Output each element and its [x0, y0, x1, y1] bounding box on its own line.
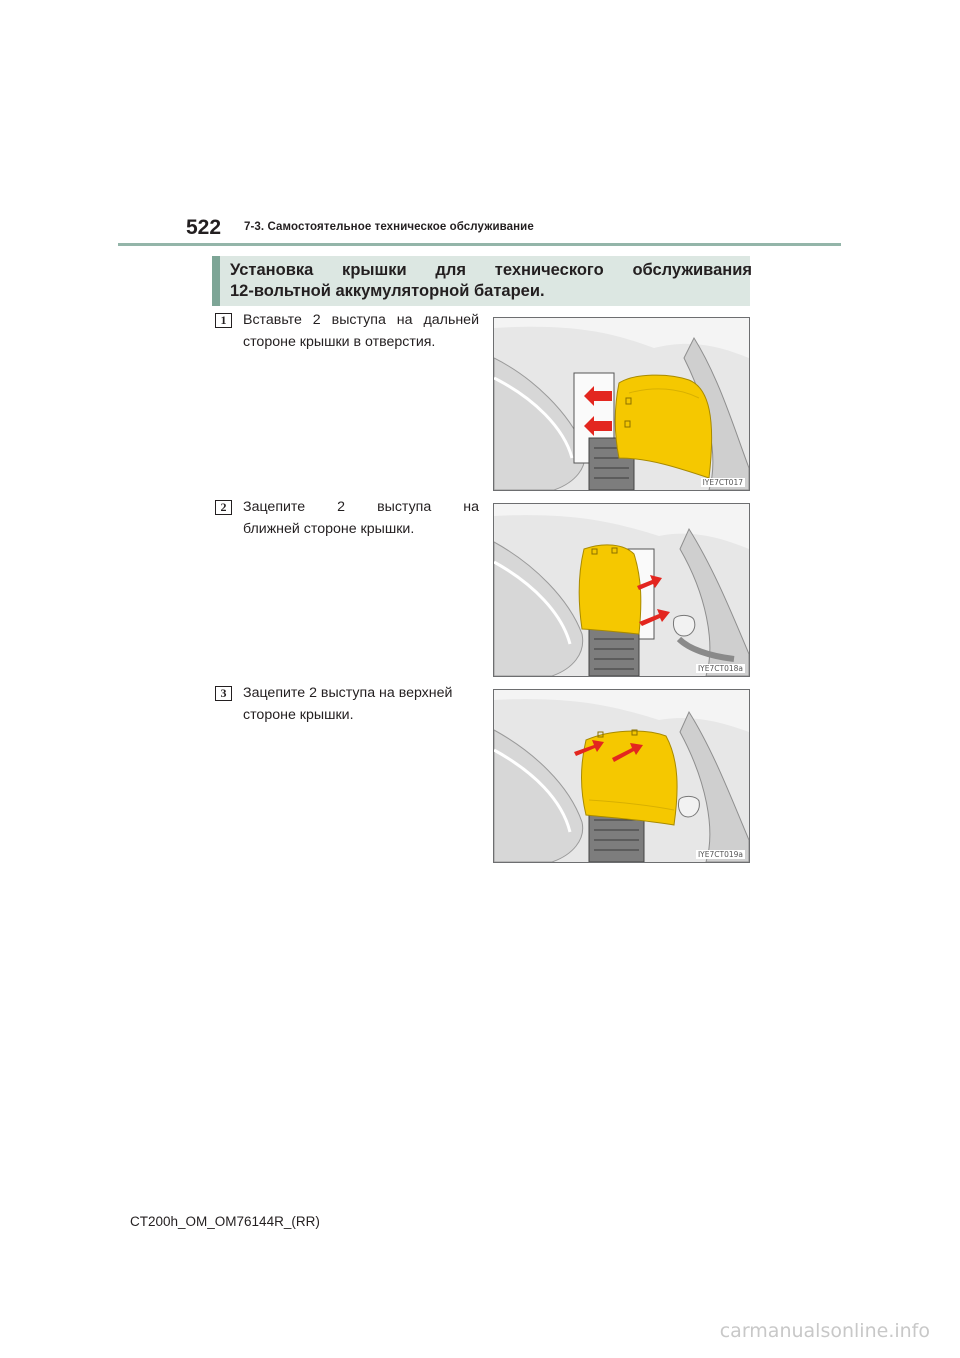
heading-line-1: Установка крышки для технического обслуживания	[230, 261, 752, 279]
footer-doc-code: CT200h_OM_OM76144R_(RR)	[130, 1214, 320, 1229]
step-number-3: 3	[215, 686, 232, 701]
header-rule	[118, 243, 841, 246]
step-2-line-1: Зацепите 2 выступа на	[243, 499, 479, 515]
step-1-line-2: стороне крышки в отверстия.	[243, 334, 436, 350]
step-3-line-2: стороне крышки.	[243, 707, 354, 723]
figure-step-2	[493, 503, 750, 677]
figure-step-1	[493, 317, 750, 491]
heading-line-2: 12-вольтной аккумуляторной батареи.	[230, 282, 545, 300]
section-heading	[212, 256, 750, 306]
page-number: 522	[186, 216, 222, 239]
step-text-1	[243, 309, 479, 353]
step-text-2	[243, 496, 479, 540]
figure-step-3	[493, 689, 750, 863]
section-title: 7-3. Самостоятельное техническое обслуживание	[244, 221, 534, 233]
figure-code-1: IYE7CT017	[702, 478, 743, 487]
figure-code-2: IYE7CT018a	[697, 664, 743, 673]
step-1-line-1: Вставьте 2 выступа на дальней	[243, 312, 479, 328]
step-number-1: 1	[215, 313, 232, 328]
step-number-2: 2	[215, 500, 232, 515]
figure-code-3: IYE7CT019a	[697, 850, 743, 859]
step-3-line-1: Зацепите 2 выступа на верхней	[243, 685, 453, 701]
step-2-line-2: ближней стороне крышки.	[243, 521, 415, 537]
watermark[interactable]: carmanualsonline.info	[719, 1320, 930, 1342]
step-text-3	[243, 682, 479, 726]
